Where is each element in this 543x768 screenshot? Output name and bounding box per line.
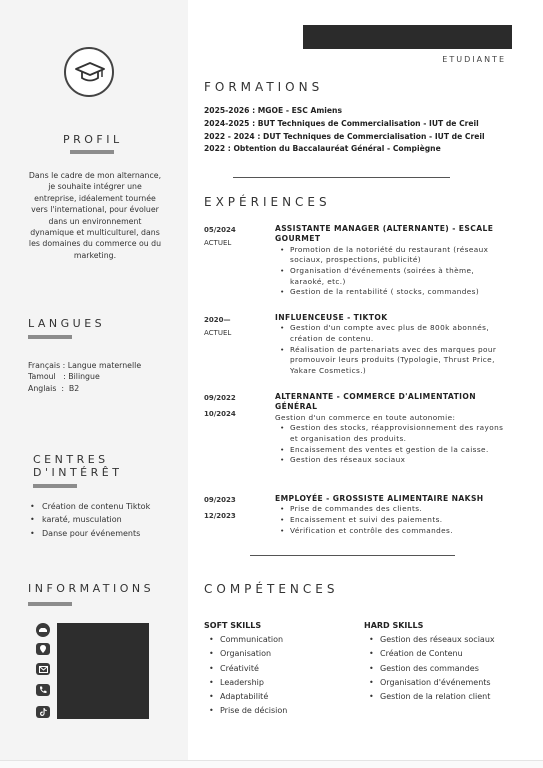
exp-date [204,225,236,248]
formation-item: 2024-2025 : BUT Techniques de Commercialisation - IUT de Creil [204,118,479,128]
formation-item: 2022 : Obtention du Baccalauréat Général - Compiègne [204,144,441,154]
skill-item: • Organisation d'événements [364,676,539,690]
exp-bullets [275,323,507,376]
location-icon [36,643,50,655]
exp-bullet: • Encaissement des ventes et gestion de la caisse. [275,445,507,456]
skill-item: • Communication [204,633,354,647]
skill-item: • Gestion des commandes [364,662,539,676]
exp-date [204,495,236,521]
experience-item [275,494,507,536]
exp-bullet: • Gestion des stocks, réapprovisionnement des rayons et organisation des produits. [275,423,507,444]
name-redacted-block [303,25,512,49]
interest-item: • karaté, musculation [30,513,180,526]
exp-date-start: 09/2022 [204,394,236,402]
experience-item [275,313,507,376]
job-subtitle: ETUDIANTE [442,55,506,64]
car-icon [36,623,50,637]
skill-item: • Prise de décision [204,704,354,718]
page-bottom-edge [0,760,543,768]
exp-date-end: 12/2023 [204,512,236,520]
interest-item: • Création de contenu Tiktok [30,500,180,513]
formation-item: 2022 - 2024 : DUT Techniques de Commercialisation - IUT de Creil [204,131,485,141]
exp-bullets [275,504,507,536]
exp-title: EMPLOYÉE - GROSSISTE ALIMENTAIRE NAKSH [275,494,484,503]
soft-skills-list [204,633,354,719]
profil-divider [70,150,114,154]
exp-date-end: ACTUEL [204,329,232,337]
exp-bullet: • Gestion des réseaux sociaux [275,455,507,466]
centres-divider [33,484,77,488]
hard-skills-list [364,633,539,704]
formations-list [204,105,524,156]
skill-item: • Adaptabilité [204,690,354,704]
contact-info-redacted-block [57,623,149,719]
tiktok-icon [36,706,50,718]
exp-date [204,315,231,338]
formations-divider [233,177,450,178]
exp-date-start: 2020— [204,316,231,324]
exp-bullets [275,245,507,298]
exp-bullet: • Promotion de la notoriété du restaurant (réseaux sociaux, prospections, publicité) [275,245,507,266]
experiences-title: EXPÉRIENCES [204,195,331,209]
langues-divider [28,335,72,339]
exp-bullet: • Encaissement et suivi des paiements. [275,515,507,526]
skill-item: • Créativité [204,662,354,676]
competences-title: COMPÉTENCES [204,582,339,596]
skill-item: • Gestion des réseaux sociaux [364,633,539,647]
langues-title: LANGUES [28,317,106,330]
skill-item: • Gestion de la relation client [364,690,539,704]
centres-title-line1: CENTRES [33,453,109,466]
graduation-cap-icon [64,47,114,97]
exp-date-start: 05/2024 [204,226,236,234]
exp-title: ASSISTANTE MANAGER (ALTERNANTE) - ESCALE GOURMET [275,224,494,244]
experiences-divider [250,555,455,556]
exp-date [204,393,236,419]
centres-title-line2: D'INTÉRÊT [33,466,123,479]
email-icon [36,663,50,675]
exp-bullet: • Organisation d'événements (soirées à thème, karaoké, etc.) [275,266,507,287]
skill-item: • Organisation [204,647,354,661]
phone-icon [36,684,50,696]
profil-text: Dans le cadre de mon alternance, je souhaite intégrer une entreprise, idéalement tournée vers l'international, pour évoluer dans un environnement dynamique et multiculturel, dans les domaines du commerce ou du marketing. [28,171,162,260]
profil-title: PROFIL [63,133,123,146]
informations-title: INFORMATIONS [28,582,155,595]
formations-title: FORMATIONS [204,80,324,94]
exp-bullets [275,423,507,465]
soft-skills-title: SOFT SKILLS [204,621,262,630]
experience-item [275,224,507,298]
experience-item [275,392,507,466]
skill-item: • Leadership [204,676,354,690]
langues-list [28,360,178,394]
exp-date-end: 10/2024 [204,410,236,418]
exp-date-start: 09/2023 [204,496,236,504]
formation-item: 2025-2026 : MGOE - ESC Amiens [204,106,342,115]
exp-bullet: • Gestion de la rentabilité ( stocks, commandes) [275,287,507,298]
exp-bullet: • Vérification et contrôle des commandes. [275,526,507,537]
exp-date-end: ACTUEL [204,239,232,247]
exp-bullet: • Prise de commandes des clients. [275,504,507,515]
skill-item: • Création de Contenu [364,647,539,661]
interest-item: • Danse pour événements [30,527,180,540]
langue-item: Anglais : B2 [28,383,80,393]
interest-list [30,500,180,540]
hard-skills-title: HARD SKILLS [364,621,424,630]
exp-intro: Gestion d'un commerce en toute autonomie: [275,412,456,422]
exp-bullet: • Gestion d'un compte avec plus de 800k abonnés, création de contenu. [275,323,507,344]
langue-item: Tamoul : Bilingue [28,372,100,382]
exp-title: INFLUENCEUSE - TIKTOK [275,313,388,322]
exp-bullet: • Réalisation de partenariats avec des marques pour promouvoir leurs produits (Typologie, Thrust Price, Yakare Cosmetics.) [275,345,507,377]
langue-item: Français : Langue maternelle [28,361,142,370]
informations-divider [28,602,72,606]
exp-title: ALTERNANTE - COMMERCE D'ALIMENTATION GÉNÉRAL [275,392,477,412]
